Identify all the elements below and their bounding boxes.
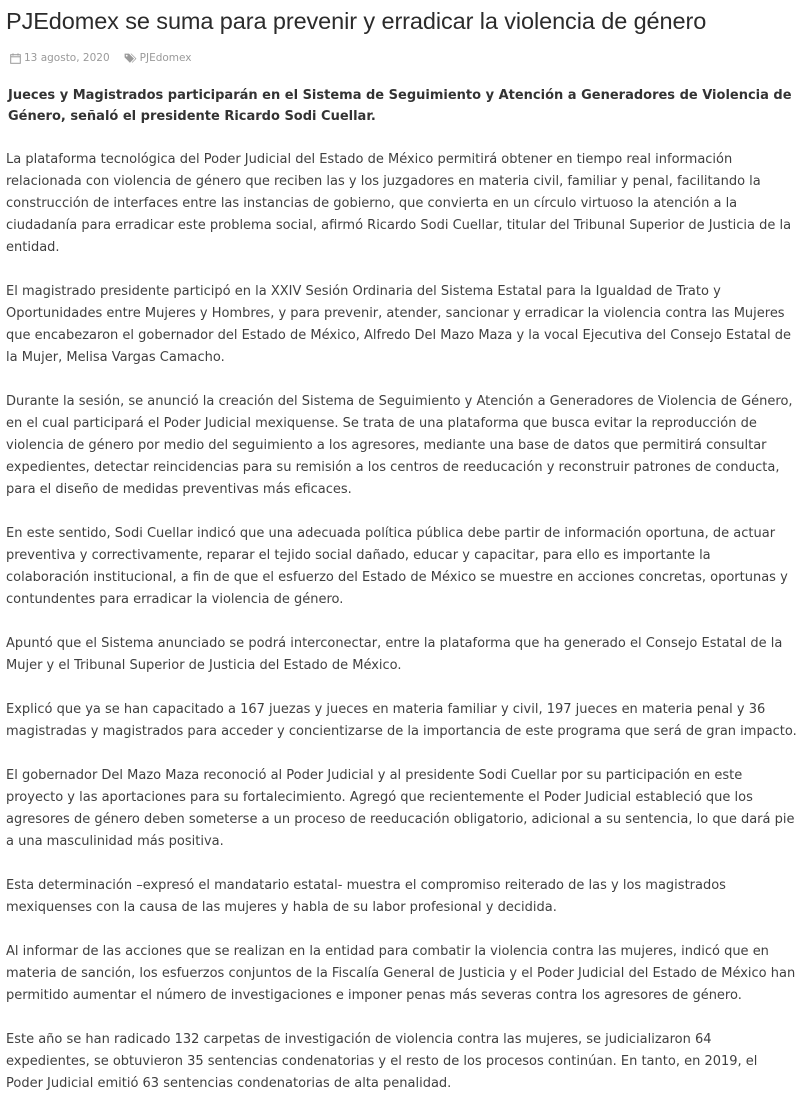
body-paragraph: Esta determinación –expresó el mandatario estatal- muestra el compromiso reiterado de las y los magistrados mexiquenses con la causa de las mujeres y habla de su labor profesional y decidida. bbox=[6, 878, 726, 915]
article-title: PJEdomex se suma para prevenir y erradicar la violencia de género bbox=[6, 8, 707, 34]
body-paragraph: Durante la sesión, se anunció la creación del Sistema de Seguimiento y Atención a Generadores de Violencia de Género, en el cual participará el Poder Judicial mexiquense. Se trata de una plataforma que busca evitar la reproducción de violencia de género por medio del seguimiento a los agresores, mediante una base de datos que permitirá consultar expedientes, detectar reincidencias para su remisión a los centros de reeducación y reconstruir patrones de conducta, para el diseño de medidas preventivas más eficaces. bbox=[6, 394, 793, 497]
calendar-icon bbox=[10, 53, 21, 64]
post-category-link[interactable]: PJEdomex bbox=[139, 52, 192, 64]
body-paragraph: El magistrado presidente participó en la XXIV Sesión Ordinaria del Sistema Estatal para la Igualdad de Trato y Oportunidades entre Mujeres y Hombres, y para prevenir, atender, sancionar y erradicar la violencia contra las Mujeres que encabezaron el gobernador del Estado de México, Alfredo Del Mazo Maza y la vocal Ejecutiva del Consejo Estatal de la Mujer, Melisa Vargas Camacho. bbox=[6, 284, 792, 365]
body-paragraph: Al informar de las acciones que se realizan en la entidad para combatir la violencia contra las mujeres, indicó que en materia de sanción, los esfuerzos conjuntos de la Fiscalía General de Justicia y el Poder Judicial del Estado de México han permitido aumentar el número de investigaciones e imponer penas más severas contra los agresores de género. bbox=[6, 944, 796, 1003]
article-meta bbox=[6, 50, 797, 66]
body-paragraph: La plataforma tecnológica del Poder Judicial del Estado de México permitirá obtener en tiempo real información relacionada con violencia de género que reciben las y los juzgadores en materia civil, familiar y penal, facilitando la construcción de interfaces entre las instancias de gobierno, que convierta en un círculo virtuoso la atención a la ciudadanía para erradicar este problema social, afirmó Ricardo Sodi Cuellar, titular del Tribunal Superior de Justicia de la entidad. bbox=[6, 152, 792, 255]
body-paragraph: En este sentido, Sodi Cuellar indicó que una adecuada política pública debe partir de información oportuna, de actuar preventiva y correctivamente, reparar el tejido social dañado, educar y capacitar, para ello es importante la colaboración institucional, a fin de que el esfuerzo del Estado de México se muestre en acciones concretas, oportunas y contundentes para erradicar la violencia de género. bbox=[6, 526, 788, 607]
article-body bbox=[6, 149, 797, 1095]
post-date bbox=[10, 52, 110, 64]
body-paragraph: Apuntó que el Sistema anunciado se podrá interconectar, entre la plataforma que ha generado el Consejo Estatal de la Mujer y el Tribunal Superior de Justicia del Estado de México. bbox=[6, 636, 783, 673]
post-date-text: 13 agosto, 2020 bbox=[24, 52, 110, 64]
body-paragraph: El gobernador Del Mazo Maza reconoció al Poder Judicial y al presidente Sodi Cuellar por su participación en este proyecto y las aportaciones para su fortalecimiento. Agregó que recientemente el Poder Judicial estableció que los agresores de género deben someterse a un proceso de reeducación obligatorio, adicional a su sentencia, lo que dará pie a una masculinidad más positiva. bbox=[6, 768, 795, 849]
article-lead: Jueces y Magistrados participarán en el Sistema de Seguimiento y Atención a Generadores de Violencia de Género, señaló el presidente Ricardo Sodi Cuellar. bbox=[8, 88, 792, 124]
body-paragraph: Explicó que ya se han capacitado a 167 juezas y jueces en materia familiar y civil, 197 jueces en materia penal y 36 magistradas y magistrados para acceder y concientizarse de la importancia de este programa que será de gran impacto. bbox=[6, 702, 797, 739]
post-category[interactable] bbox=[124, 52, 192, 64]
tag-icon bbox=[124, 53, 137, 64]
body-paragraph: Este año se han radicado 132 carpetas de investigación de violencia contra las mujeres, se judicializaron 64 expedientes, se obtuvieron 35 sentencias condenatorias y el resto de los procesos continúan. En tanto, en 2019, el Poder Judicial emitió 63 sentencias condenatorias de alta penalidad. bbox=[6, 1032, 758, 1091]
